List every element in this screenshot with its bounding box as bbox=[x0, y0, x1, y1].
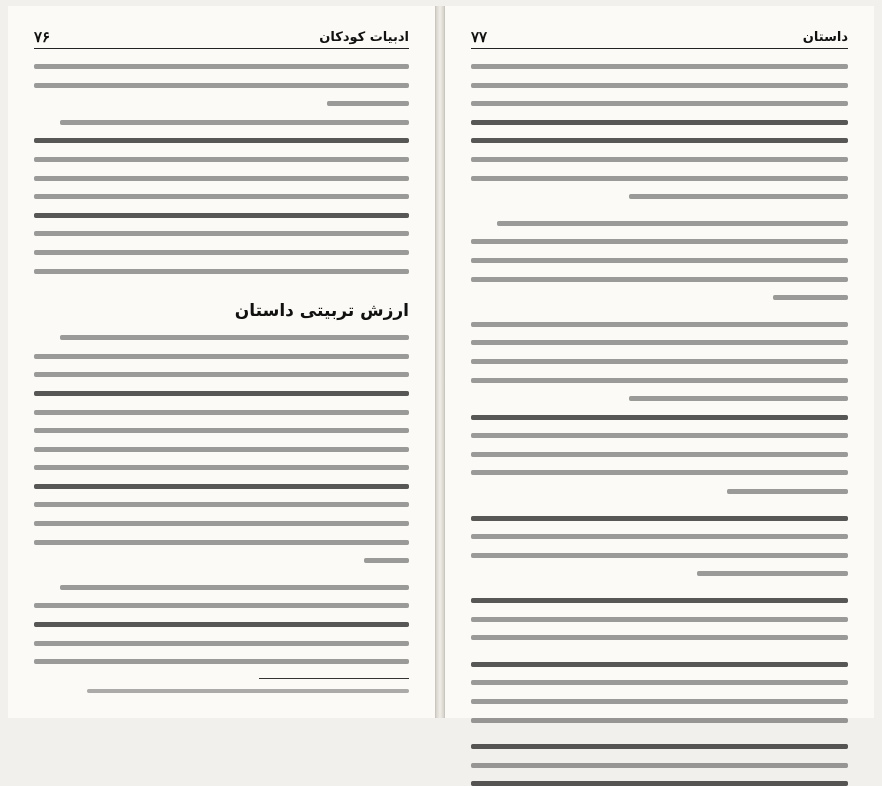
text-line bbox=[471, 340, 848, 345]
text-line bbox=[471, 64, 848, 69]
text-line bbox=[34, 521, 409, 526]
text-line bbox=[471, 322, 848, 327]
right-page-body bbox=[471, 64, 848, 700]
text-line bbox=[471, 516, 848, 521]
text-line bbox=[364, 558, 409, 563]
text-line bbox=[34, 354, 409, 359]
left-page-number: ۷۶ bbox=[34, 28, 51, 46]
right-page-running-title: داستان bbox=[802, 30, 848, 45]
text-line bbox=[471, 415, 848, 420]
text-line bbox=[34, 157, 409, 162]
book-gutter bbox=[436, 6, 444, 718]
text-line bbox=[34, 410, 409, 415]
right-page-header bbox=[471, 24, 848, 49]
text-line bbox=[471, 781, 848, 786]
text-line bbox=[471, 598, 848, 603]
right-paragraph-2 bbox=[471, 221, 848, 300]
text-line bbox=[34, 465, 409, 470]
right-paragraph-3 bbox=[471, 322, 848, 401]
text-line bbox=[34, 603, 409, 608]
text-line bbox=[34, 64, 409, 69]
right-list bbox=[471, 415, 848, 786]
left-paragraph-2 bbox=[34, 120, 409, 274]
text-line bbox=[773, 295, 848, 300]
text-line bbox=[34, 540, 409, 545]
text-line bbox=[34, 447, 409, 452]
text-line bbox=[471, 359, 848, 364]
text-line bbox=[34, 269, 409, 274]
text-line bbox=[471, 120, 848, 125]
text-line bbox=[629, 194, 848, 199]
text-line bbox=[60, 335, 409, 340]
text-line bbox=[87, 689, 410, 693]
footnote-rule bbox=[259, 678, 409, 679]
right-page bbox=[444, 6, 874, 718]
text-line bbox=[34, 659, 409, 664]
left-page-running-title: ادبیات کودکان bbox=[319, 30, 409, 45]
text-line bbox=[34, 194, 409, 199]
text-line bbox=[471, 176, 848, 181]
text-line bbox=[34, 138, 409, 143]
text-line bbox=[471, 617, 848, 622]
text-line bbox=[34, 428, 409, 433]
text-line bbox=[34, 372, 409, 377]
left-paragraph-4 bbox=[34, 585, 409, 664]
text-line bbox=[471, 83, 848, 88]
text-line bbox=[471, 433, 848, 438]
text-line bbox=[471, 157, 848, 162]
text-line bbox=[60, 120, 409, 125]
left-page-header bbox=[34, 24, 409, 49]
text-line bbox=[471, 763, 848, 768]
text-line bbox=[34, 250, 409, 255]
text-line bbox=[471, 744, 848, 749]
text-line bbox=[34, 391, 409, 396]
text-line bbox=[471, 378, 848, 383]
text-line bbox=[34, 622, 409, 627]
left-page-body bbox=[34, 64, 409, 700]
text-line bbox=[471, 101, 848, 106]
text-line bbox=[471, 470, 848, 475]
text-line bbox=[727, 489, 848, 494]
left-footnote bbox=[34, 689, 409, 693]
text-line bbox=[34, 83, 409, 88]
text-line bbox=[471, 680, 848, 685]
right-page-number: ۷۷ bbox=[471, 28, 488, 46]
text-line bbox=[471, 138, 848, 143]
text-line bbox=[34, 641, 409, 646]
text-line bbox=[471, 635, 848, 640]
text-line bbox=[34, 213, 409, 218]
text-line bbox=[497, 221, 848, 226]
left-paragraph-3 bbox=[34, 335, 409, 563]
right-paragraph-1 bbox=[471, 64, 848, 199]
text-line bbox=[34, 176, 409, 181]
text-line bbox=[471, 452, 848, 457]
text-line bbox=[471, 239, 848, 244]
text-line bbox=[327, 101, 410, 106]
text-line bbox=[629, 396, 848, 401]
text-line bbox=[34, 231, 409, 236]
text-line bbox=[60, 585, 409, 590]
section-heading: ارزش تربیتی داستان bbox=[234, 301, 409, 322]
text-line bbox=[697, 571, 848, 576]
text-line bbox=[471, 662, 848, 667]
text-line bbox=[471, 553, 848, 558]
text-line bbox=[471, 699, 848, 704]
text-line bbox=[471, 718, 848, 723]
text-line bbox=[471, 277, 848, 282]
text-line bbox=[471, 258, 848, 263]
text-line bbox=[34, 484, 409, 489]
text-line bbox=[34, 502, 409, 507]
left-page bbox=[8, 6, 436, 718]
text-line bbox=[471, 534, 848, 539]
left-paragraph-1 bbox=[34, 64, 409, 106]
